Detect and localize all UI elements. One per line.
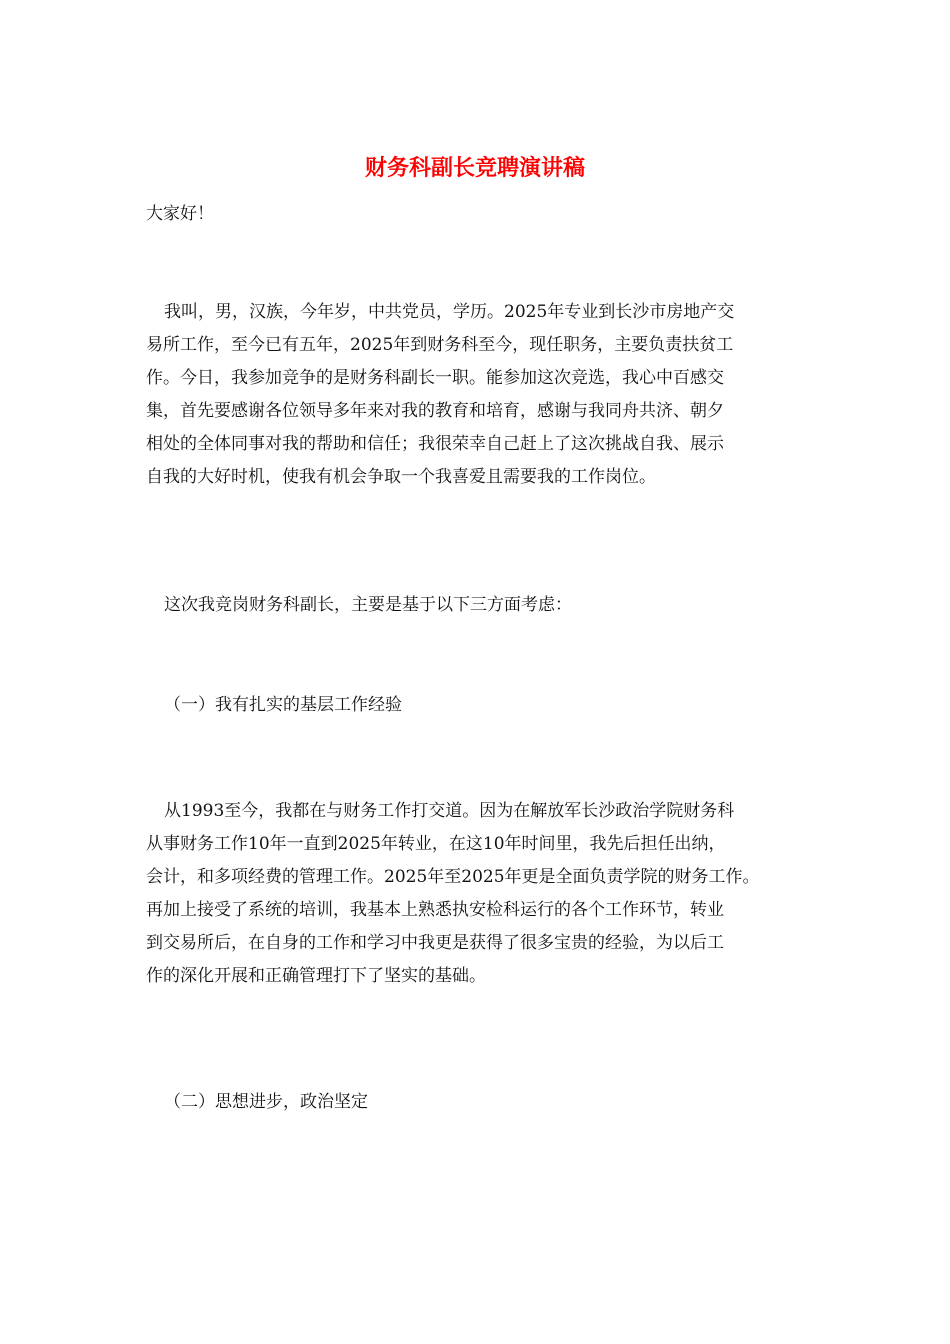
intro-line: 作。今日，我参加竞争的是财务科副长一职。能参加这次竞选，我心中百感交 — [146, 368, 724, 388]
section-heading-1: （一）我有扎实的基层工作经验 — [164, 695, 402, 715]
intro-line: 相处的全体同事对我的帮助和信任；我很荣幸自己赶上了这次挑战自我、展示 — [146, 434, 724, 454]
section1-line: 从1993至今，我都在与财务工作打交道。因为在解放军长沙政治学院财务科 — [164, 801, 735, 821]
reasons-intro: 这次我竞岗财务科副长，主要是基于以下三方面考虑： — [164, 595, 572, 615]
section1-line: 从事财务工作10年一直到2025年转业，在这10年时间里，我先后担任出纳， — [146, 834, 726, 854]
salutation: 大家好！ — [146, 204, 214, 224]
intro-line: 易所工作，至今已有五年，2025年到财务科至今，现任职务，主要负责扶贫工 — [146, 335, 734, 355]
section1-line: 到交易所后，在自身的工作和学习中我更是获得了很多宝贵的经验，为以后工 — [146, 933, 724, 953]
intro-line: 集，首先要感谢各位领导多年来对我的教育和培育，感谢与我同舟共济、朝夕 — [146, 401, 724, 421]
document-title: 财务科副长竞聘演讲稿 — [364, 155, 585, 181]
section1-line: 会计，和多项经费的管理工作。2025年至2025年更是全面负责学院的财务工作。 — [146, 867, 760, 887]
section1-paragraph — [146, 795, 826, 993]
section1-line: 再加上接受了系统的培训，我基本上熟悉执安检科运行的各个工作环节，转业 — [146, 900, 724, 920]
section-heading-2: （二）思想进步，政治坚定 — [164, 1092, 368, 1112]
section1-line: 作的深化开展和正确管理打下了坚实的基础。 — [146, 966, 486, 986]
intro-paragraph — [146, 296, 826, 494]
intro-line: 自我的大好时机，使我有机会争取一个我喜爱且需要我的工作岗位。 — [146, 467, 656, 487]
intro-line: 我叫，男，汉族，今年岁，中共党员，学历。2025年专业到长沙市房地产交 — [164, 302, 735, 322]
